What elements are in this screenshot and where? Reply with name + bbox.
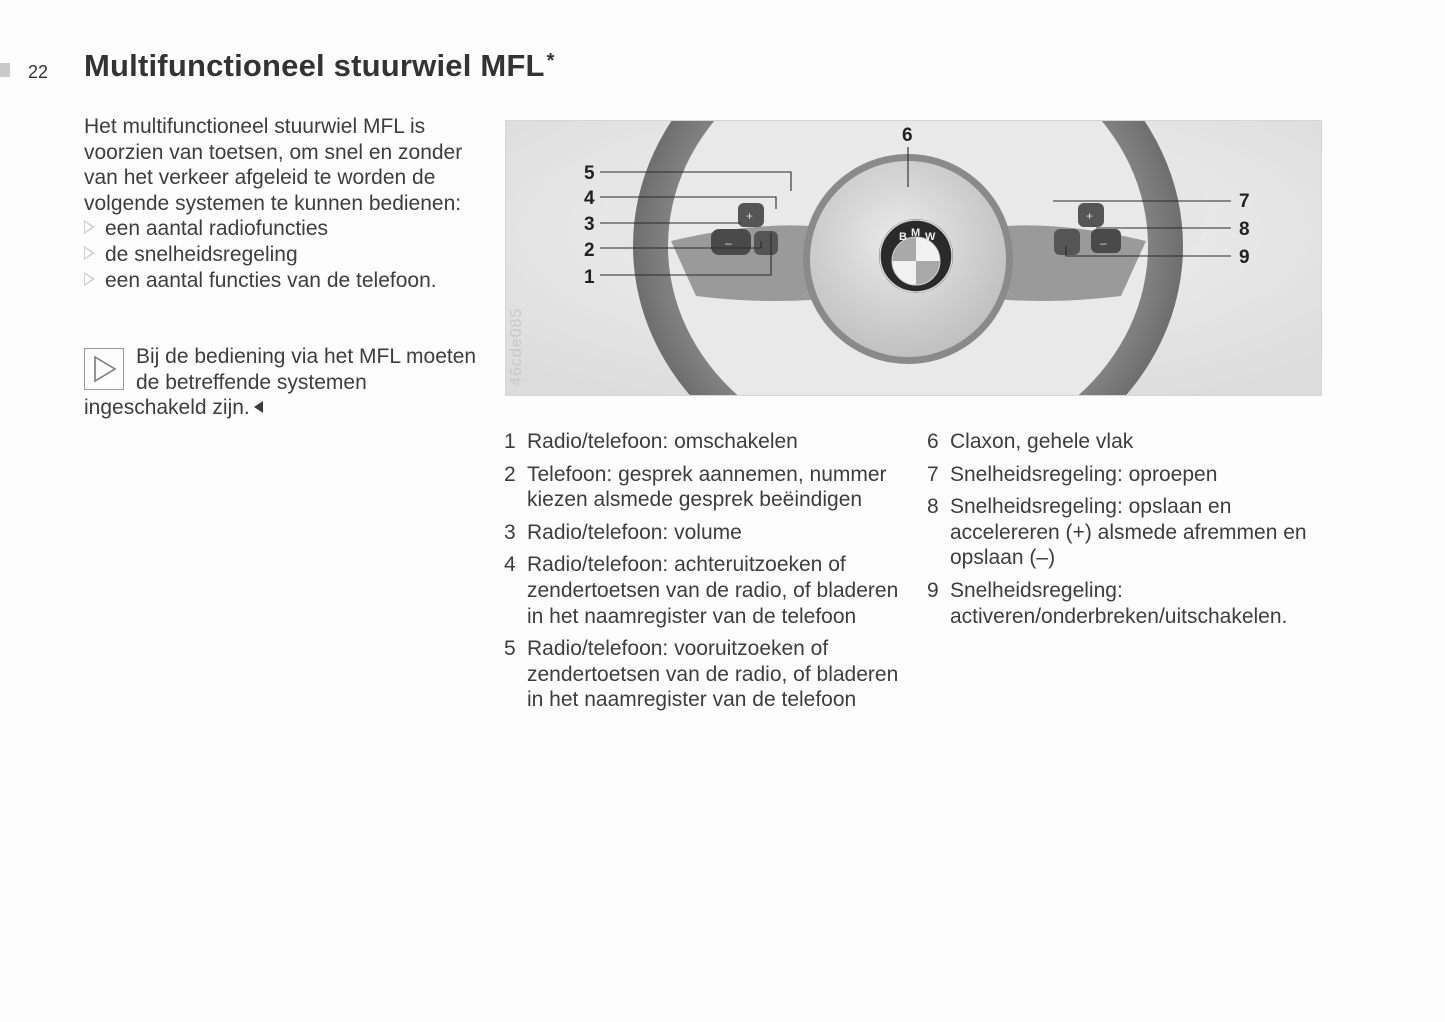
legend-item <box>504 429 914 455</box>
legend-item <box>927 462 1342 488</box>
callout-8: 8 <box>1239 219 1250 240</box>
legend-text: Snelheidsregeling: activeren/onderbreken/uitschakelen. <box>950 578 1288 628</box>
legend-text: Radio/telefoon: volume <box>527 520 742 544</box>
legend-text: Claxon, gehele vlak <box>950 430 1134 453</box>
note-arrow-icon <box>84 348 124 390</box>
legend-number: 6 <box>927 430 939 453</box>
bullet-text: een aantal radiofuncties <box>105 217 328 241</box>
callout-1: 1 <box>584 267 595 288</box>
svg-text:+: + <box>1086 209 1094 223</box>
legend-text: Radio/telefoon: omschakelen <box>527 430 798 453</box>
note-block <box>84 344 488 421</box>
legend-text: Snelheidsregeling: oproepen <box>950 462 1218 486</box>
bullet-triangle-icon <box>84 272 95 286</box>
callout-6: 6 <box>902 125 913 146</box>
note-text: Bij de bediening via het MFL moeten de betreffende systemen ingeschakeld zijn. <box>84 345 477 420</box>
logo-letter-b: B <box>899 231 907 243</box>
title-asterisk: * <box>546 50 555 72</box>
callout-5: 5 <box>584 163 595 184</box>
bullet-text: een aantal functies van de telefoon. <box>105 268 437 292</box>
legend-number: 8 <box>927 495 939 519</box>
callout-9: 9 <box>1239 247 1250 268</box>
legend-item <box>927 429 1342 455</box>
intro-bullet-list <box>84 216 484 293</box>
legend-number: 1 <box>504 430 516 453</box>
legend-number: 9 <box>927 578 939 602</box>
end-of-section-icon <box>254 401 263 413</box>
bullet-item <box>84 216 484 242</box>
legend-left-column <box>504 429 914 720</box>
callout-4: 4 <box>584 188 595 209</box>
intro-section <box>84 114 484 293</box>
legend-item <box>504 462 914 513</box>
legend-item <box>504 552 914 629</box>
legend-item <box>504 636 914 713</box>
legend-text: Snelheidsregeling: opslaan en accelereren (+) alsmede afremmen en opslaan (–) <box>950 495 1307 570</box>
legend-number: 3 <box>504 520 516 544</box>
svg-text:–: – <box>1100 236 1107 250</box>
callout-7: 7 <box>1239 191 1250 212</box>
legend-text: Radio/telefoon: vooruitzoeken of zendertoetsen van de radio, of bladeren in het naamregister van de telefoon <box>527 637 899 712</box>
legend-number: 4 <box>504 553 516 577</box>
legend-item <box>927 578 1342 629</box>
page-title-text: Multifunctioneel stuurwiel MFL <box>84 48 545 83</box>
legend-text: Telefoon: gesprek aannemen, nummer kiezen alsmede gesprek beëindigen <box>527 462 887 512</box>
bullet-item <box>84 242 484 268</box>
steering-wheel-figure <box>505 120 1322 396</box>
legend-number: 5 <box>504 637 516 661</box>
page-number: 22 <box>28 62 49 82</box>
logo-letter-w: W <box>925 231 936 243</box>
figure-code: 46cde085 <box>508 307 525 386</box>
legend-item <box>927 494 1342 571</box>
bullet-text: de snelheidsregeling <box>105 242 298 266</box>
legend-number: 7 <box>927 462 939 486</box>
bullet-triangle-icon <box>84 220 95 234</box>
steering-wheel-illustration <box>506 121 1322 396</box>
page-marker <box>0 63 10 77</box>
bullet-item <box>84 268 484 294</box>
legend-right-column <box>927 429 1342 636</box>
logo-letter-m: M <box>911 227 921 239</box>
intro-text: Het multifunctioneel stuurwiel MFL is voorzien van toetsen, om snel en zonder van het verkeer afgeleid te worden de volgende systemen te kunnen bedienen: <box>84 115 463 215</box>
legend-number: 2 <box>504 462 516 486</box>
legend-item <box>504 520 914 546</box>
callout-3: 3 <box>584 214 595 235</box>
callout-2: 2 <box>584 240 595 261</box>
svg-text:+: + <box>746 209 754 223</box>
page-title <box>84 48 555 84</box>
svg-text:–: – <box>725 236 732 250</box>
bullet-triangle-icon <box>84 246 95 260</box>
legend-text: Radio/telefoon: achteruitzoeken of zendertoetsen van de radio, of bladeren in het naamregister van de telefoon <box>527 553 899 628</box>
